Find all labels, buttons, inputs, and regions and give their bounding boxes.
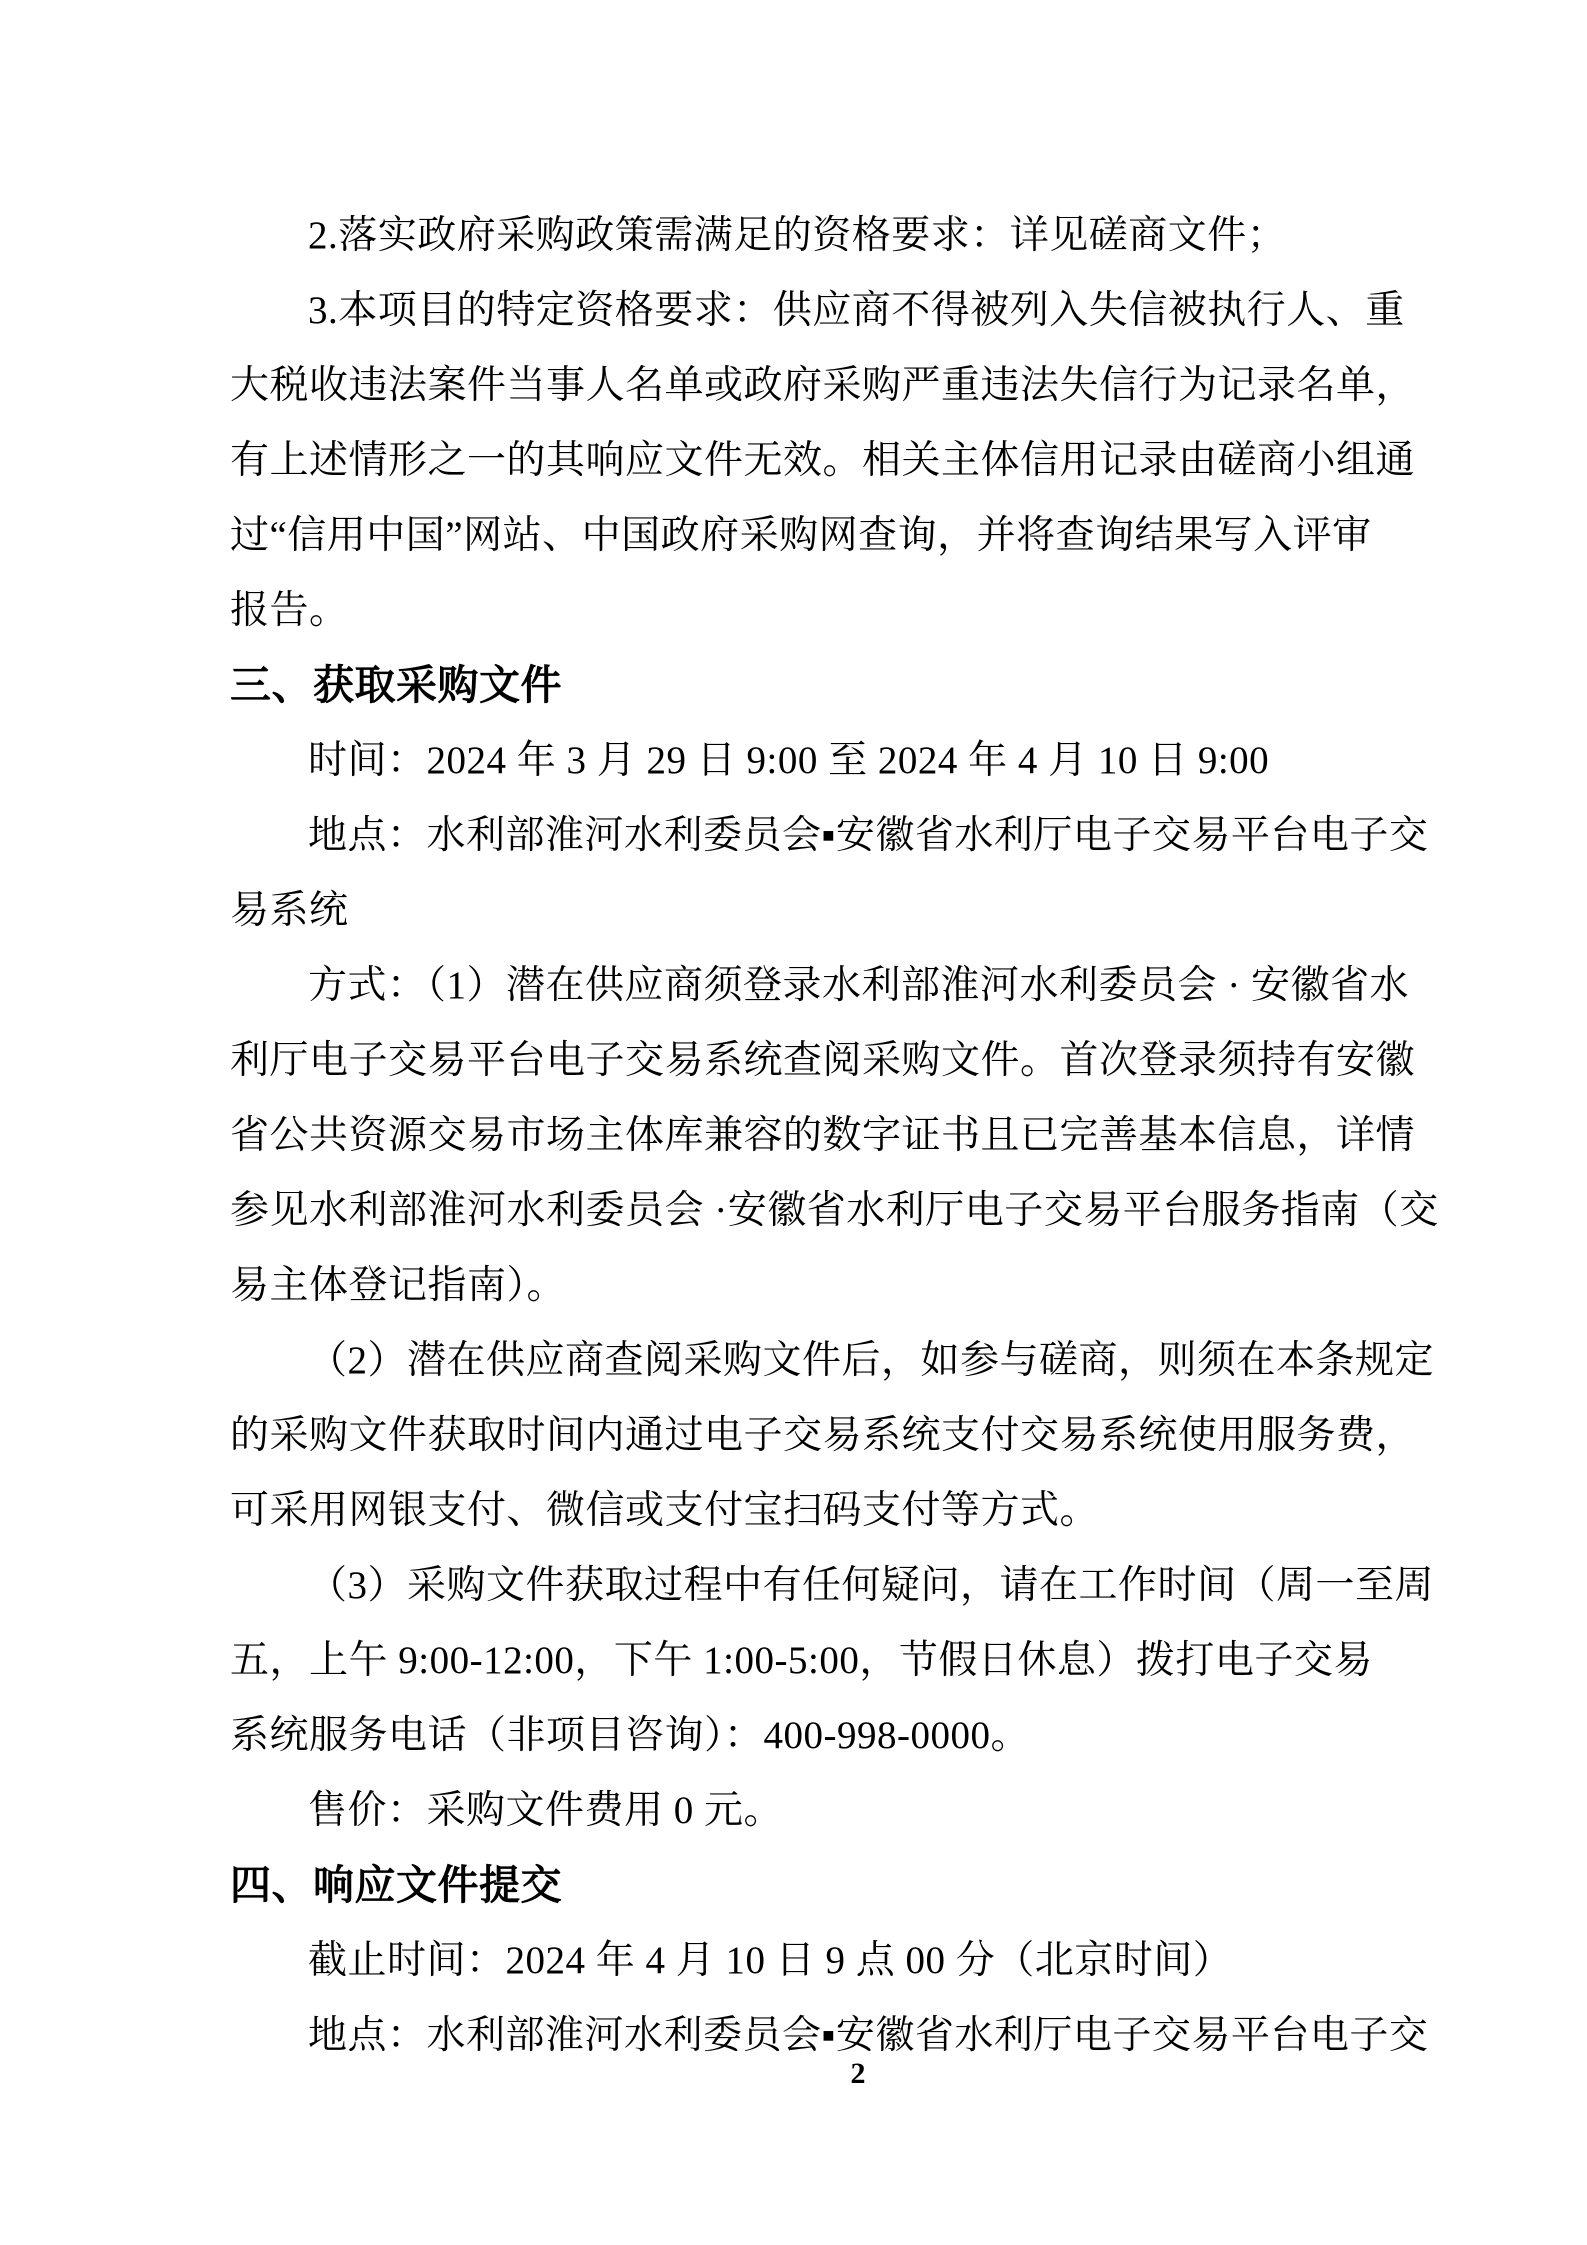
- document-line: 地点：水利部淮河水利委员会▪安徽省水利厅电子交易平台电子交: [308, 814, 1429, 857]
- document-body: [230, 198, 1439, 2073]
- document-line: 报告。: [230, 589, 349, 632]
- document-line: （3）采购文件获取过程中有任何疑问，请在工作时间（周一至周: [308, 1564, 1435, 1607]
- document-line: 方式：（1）潜在供应商须登录水利部淮河水利委员会 · 安徽省水: [308, 964, 1409, 1007]
- document-line: 时间：2024 年 3 月 29 日 9:00 至 2024 年 4 月 10 日 9:00: [308, 739, 1270, 782]
- document-line: 2.落实政府采购政策需满足的资格要求：详见磋商文件；: [308, 214, 1287, 257]
- document-line: 的采购文件获取时间内通过电子交易系统支付交易系统使用服务费，: [230, 1414, 1416, 1457]
- document-line: 利厅电子交易平台电子交易系统查阅采购文件。首次登录须持有安徽: [230, 1039, 1416, 1082]
- document-line: 有上述情形之一的其响应文件无效。相关主体信用记录由磋商小组通: [230, 439, 1416, 482]
- document-line: 易系统: [230, 889, 349, 932]
- document-line: 3.本项目的特定资格要求：供应商不得被列入失信被执行人、重: [308, 289, 1405, 332]
- section-heading: 三、获取采购文件: [230, 662, 562, 708]
- document-line: 易主体登记指南）。: [230, 1264, 567, 1307]
- document-line: 截止时间：2024 年 4 月 10 日 9 点 00 分（北京时间）: [308, 1939, 1233, 1982]
- document-line: 地点：水利部淮河水利委员会▪安徽省水利厅电子交易平台电子交: [308, 2014, 1429, 2057]
- section-heading: 四、响应文件提交: [230, 1862, 562, 1908]
- page-number: 2: [850, 2057, 866, 2090]
- document-line: 五，上午 9:00-12:00，下午 1:00-5:00，节假日休息）拨打电子交易: [230, 1639, 1373, 1682]
- document-line: 大税收违法案件当事人名单或政府采购严重违法失信行为记录名单，: [230, 364, 1416, 407]
- document-line: 省公共资源交易市场主体库兼容的数字证书且已完善基本信息，详情: [230, 1114, 1416, 1157]
- document-line: 系统服务电话（非项目咨询）：400-998-0000。: [230, 1714, 1030, 1757]
- document-line: 售价：采购文件费用 0 元。: [308, 1789, 784, 1832]
- document-line: 过“信用中国”网站、中国政府采购网查询，并将查询结果写入评审: [230, 514, 1372, 557]
- document-line: （2）潜在供应商查阅采购文件后，如参与磋商，则须在本条规定: [308, 1339, 1435, 1382]
- document-line: 可采用网银支付、微信或支付宝扫码支付等方式。: [230, 1489, 1100, 1532]
- document-line: 参见水利部淮河水利委员会 ·安徽省水利厅电子交易平台服务指南（交: [230, 1189, 1439, 1232]
